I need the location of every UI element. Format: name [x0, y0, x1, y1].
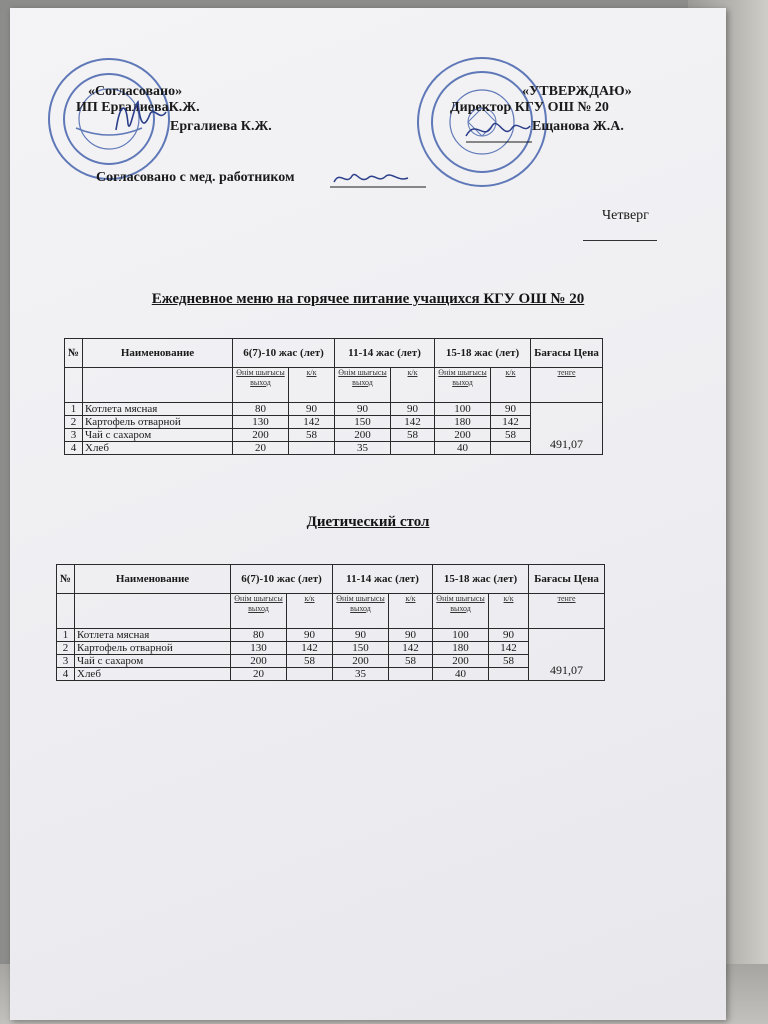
portion-output-cell: 90 [333, 629, 389, 642]
portion-output-cell: 200 [231, 655, 287, 668]
kk-cell: 58 [289, 429, 335, 442]
header-name: Наименование [83, 339, 233, 368]
kk-cell: 142 [287, 642, 333, 655]
subheader-kk: к/к [287, 594, 333, 629]
kk-cell: 142 [491, 416, 531, 429]
subheader-kk: к/к [391, 368, 435, 403]
table-row [65, 429, 603, 442]
subheader-output: Өнім шығысы выход [233, 368, 289, 403]
dish-name: Картофель отварной [83, 416, 233, 429]
portion-output-cell: 20 [231, 668, 287, 681]
portion-output-cell: 20 [233, 442, 289, 455]
subheader-kk: к/к [389, 594, 433, 629]
subheader-currency: тенге [531, 368, 603, 403]
kk-cell [287, 668, 333, 681]
subheader-empty [83, 368, 233, 403]
row-number: 2 [57, 642, 75, 655]
kk-cell: 90 [491, 403, 531, 416]
row-number: 2 [65, 416, 83, 429]
subheader-output: Өнім шығысы выход [435, 368, 491, 403]
subheader-output: Өнім шығысы выход [433, 594, 489, 629]
portion-output-cell: 100 [433, 629, 489, 642]
portion-output-cell: 200 [233, 429, 289, 442]
portion-output-cell: 200 [435, 429, 491, 442]
approve-heading: «УТВЕРЖДАЮ» [522, 84, 632, 99]
table-row [57, 655, 605, 668]
portion-output-cell: 200 [335, 429, 391, 442]
portion-output-cell: 90 [335, 403, 391, 416]
dish-name: Чай с сахаром [75, 655, 231, 668]
dish-name: Котлета мясная [75, 629, 231, 642]
kk-cell [491, 442, 531, 455]
right-signature [462, 112, 532, 148]
subheader-kk: к/к [489, 594, 529, 629]
row-number: 4 [65, 442, 83, 455]
dish-name: Хлеб [75, 668, 231, 681]
row-number: 1 [65, 403, 83, 416]
kk-cell [391, 442, 435, 455]
table-subheader-row [65, 368, 603, 403]
kk-cell: 90 [489, 629, 529, 642]
portion-output-cell: 80 [231, 629, 287, 642]
subheader-kk: к/к [491, 368, 531, 403]
header-price: Бағасы Цена [531, 339, 603, 368]
kk-cell: 90 [391, 403, 435, 416]
table-row [65, 403, 603, 416]
total-price: 491,07 [531, 403, 603, 455]
medical-approval-label: Согласовано с мед. работником [96, 170, 295, 185]
menu-table [64, 338, 603, 455]
portion-output-cell: 200 [333, 655, 389, 668]
medical-signature [328, 166, 428, 192]
diet-title: Диетический стол [306, 514, 430, 530]
weekday-label: Четверг [602, 208, 649, 223]
menu-title: Ежедневное меню на горячее питание учащихся КГУ ОШ № 20 [151, 291, 585, 307]
diet-table [56, 564, 605, 681]
subheader-empty [75, 594, 231, 629]
subheader-output: Өнім шығысы выход [333, 594, 389, 629]
subheader-empty [57, 594, 75, 629]
header-age-group-1: 6(7)-10 жас (лет) [233, 339, 335, 368]
header-name: Наименование [75, 565, 231, 594]
table-subheader-row [57, 594, 605, 629]
dish-name: Картофель отварной [75, 642, 231, 655]
table-row [57, 668, 605, 681]
agreed-organization: ИП ЕргалиеваК.Ж. [76, 100, 200, 115]
table-row [57, 642, 605, 655]
dish-name: Чай с сахаром [83, 429, 233, 442]
kk-cell: 90 [287, 629, 333, 642]
header-age-group-1: 6(7)-10 жас (лет) [231, 565, 333, 594]
header-age-group-3: 15-18 жас (лет) [433, 565, 529, 594]
approve-position: Директор КГУ ОШ № 20 [450, 100, 609, 115]
row-number: 3 [57, 655, 75, 668]
table-header-row [57, 565, 605, 594]
weekday-underline [583, 240, 657, 241]
header-number: № [65, 339, 83, 368]
subheader-currency: тенге [529, 594, 605, 629]
portion-output-cell: 40 [433, 668, 489, 681]
kk-cell: 90 [289, 403, 335, 416]
row-number: 1 [57, 629, 75, 642]
portion-output-cell: 130 [233, 416, 289, 429]
kk-cell [489, 668, 529, 681]
kk-cell: 58 [389, 655, 433, 668]
kk-cell: 90 [389, 629, 433, 642]
portion-output-cell: 80 [233, 403, 289, 416]
portion-output-cell: 150 [335, 416, 391, 429]
portion-output-cell: 180 [433, 642, 489, 655]
table-row [65, 442, 603, 455]
document-page [10, 8, 726, 1020]
portion-output-cell: 40 [435, 442, 491, 455]
table-header-row [65, 339, 603, 368]
header-price: Бағасы Цена [529, 565, 605, 594]
subheader-kk: к/к [289, 368, 335, 403]
kk-cell: 142 [391, 416, 435, 429]
dish-name: Котлета мясная [83, 403, 233, 416]
agreed-heading: «Согласовано» [88, 84, 183, 99]
kk-cell: 58 [391, 429, 435, 442]
kk-cell: 58 [287, 655, 333, 668]
header-age-group-3: 15-18 жас (лет) [435, 339, 531, 368]
kk-cell: 142 [389, 642, 433, 655]
portion-output-cell: 35 [335, 442, 391, 455]
subheader-empty [65, 368, 83, 403]
portion-output-cell: 130 [231, 642, 287, 655]
row-number: 4 [57, 668, 75, 681]
approve-person: Ещанова Ж.А. [532, 119, 624, 134]
kk-cell: 142 [489, 642, 529, 655]
subheader-output: Өнім шығысы выход [335, 368, 391, 403]
total-price: 491,07 [529, 629, 605, 681]
header-number: № [57, 565, 75, 594]
subheader-output: Өнім шығысы выход [231, 594, 287, 629]
kk-cell: 58 [489, 655, 529, 668]
portion-output-cell: 100 [435, 403, 491, 416]
kk-cell: 142 [289, 416, 335, 429]
table-row [57, 629, 605, 642]
portion-output-cell: 150 [333, 642, 389, 655]
dish-name: Хлеб [83, 442, 233, 455]
header-age-group-2: 11-14 жас (лет) [335, 339, 435, 368]
kk-cell [289, 442, 335, 455]
portion-output-cell: 180 [435, 416, 491, 429]
kk-cell [389, 668, 433, 681]
header-age-group-2: 11-14 жас (лет) [333, 565, 433, 594]
left-signature [110, 94, 170, 140]
portion-output-cell: 35 [333, 668, 389, 681]
kk-cell: 58 [491, 429, 531, 442]
portion-output-cell: 200 [433, 655, 489, 668]
table-row [65, 416, 603, 429]
row-number: 3 [65, 429, 83, 442]
agreed-person: Ергалиева К.Ж. [170, 119, 272, 134]
